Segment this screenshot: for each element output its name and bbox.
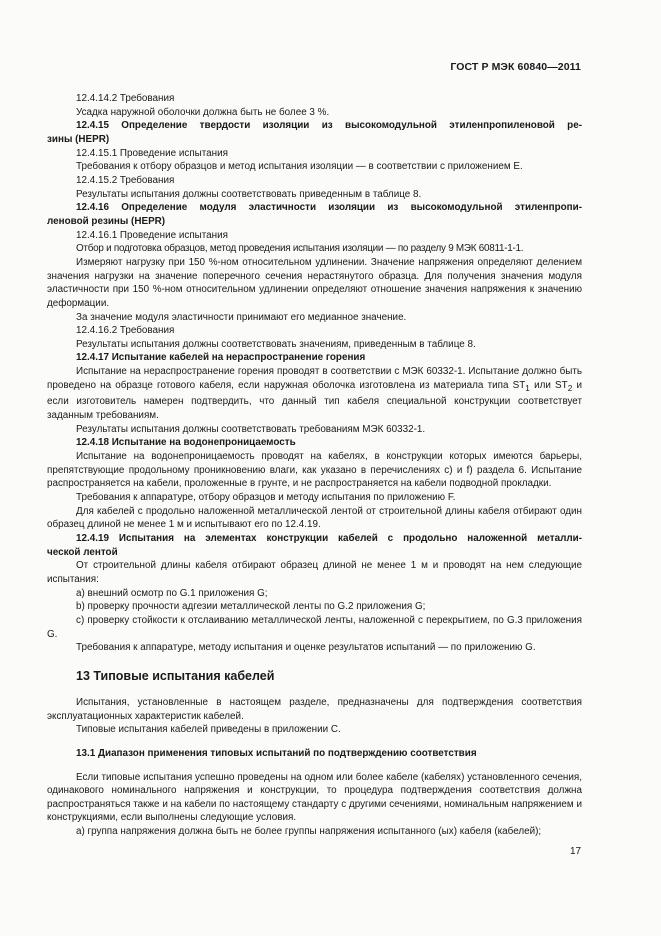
paragraph: Требования к отбору образцов и метод испытания изоляции — в соответствии с приложением Е.	[76, 161, 523, 173]
paragraph: Испытание на водонепроницаемость проводят на кабелях, в конструкции которых имеются барьеры, препятствующие продольному проникновению влаги, как указано в перечислениях с) и f) раздела 6. Испытание распространяется на кабели, проложенные в грунте, и не распространяется на кабели подводной прокладки.	[47, 451, 582, 490]
paragraph: Требования к аппаратуре, методу испытания и оценке результатов испытаний — по приложению G.	[76, 642, 536, 654]
clause-12-4-15-2: 12.4.15.2 Требования	[76, 174, 175, 186]
clause-12-4-16-1: 12.4.16.1 Проведение испытания	[76, 229, 228, 241]
text-fragment: или ST	[529, 379, 568, 391]
list-item: а) группа напряжения должна быть не более группы напряжения испытанного (ых) кабеля (кабелей);	[76, 826, 542, 838]
clause-12-4-15-heading-cont: зины (HEPR)	[47, 133, 110, 145]
subscript: 2	[567, 383, 573, 393]
clause-12-4-15-1: 12.4.15.1 Проведение испытания	[76, 147, 228, 159]
subscript: 1	[525, 383, 530, 393]
paragraph: Требования к аппаратуре, отбору образцов и методу испытания по приложению F.	[76, 492, 456, 503]
paragraph: Усадка наружной оболочки должна быть не более 3 %.	[76, 106, 330, 118]
paragraph: Испытания, установленные в настоящем разделе, предназначены для подтверждения соответствия эксплуатационных характеристик кабелей.	[47, 696, 582, 722]
document-code-header: ГОСТ Р МЭК 60840—2011	[450, 61, 581, 73]
section-13-heading: 13 Типовые испытания кабелей	[76, 668, 275, 683]
paragraph: Если типовые испытания успешно проведены на одном или более кабеле (кабелях) установленного сечения, одинакового номинального напряжения и конструкции, то процедура подтверждения соответствия должна распространяться также и на кабели по настоящему стандарту с другими сечениями, номинальным напряжением и конструкциями, если выполнены следующие условия.	[47, 771, 582, 824]
paragraph: Отбор и подготовка образцов, метод проведения испытания изоляции — по разделу 9 МЭК 60811-1-1.	[76, 243, 524, 255]
clause-12-4-14-2: 12.4.14.2 Требования	[76, 93, 175, 104]
document-body	[47, 92, 582, 839]
clause-12-4-16-heading-cont: леновой резины (HEPR)	[47, 215, 166, 227]
section-13-1-heading: 13.1 Диапазон применения типовых испытаний по подтверждению соответствия	[76, 747, 477, 759]
paragraph: Результаты испытания должны соответствовать приведенным в таблице 8.	[76, 188, 422, 200]
paragraph: Результаты испытания должны соответствовать значениям, приведенным в таблице 8.	[76, 338, 476, 350]
paragraph: Измеряют нагрузку при 150 %-ном относительном удлинении. Значение напряжения определяют делением значения нагрузки на значение поперечного сечения нерастянутого образца. Для получения значения модуля эластичности при 150 %-ном относительном удлинении определяют отношение значения напряжения к значению деформации.	[47, 256, 582, 309]
paragraph: Типовые испытания кабелей приведены в приложении С.	[76, 724, 341, 736]
clause-12-4-19-heading-cont: ческой лентой	[47, 546, 118, 558]
clause-12-4-15-heading: 12.4.15 Определение твердости изоляции из высокомодульной этиленпропиленовой ре-	[76, 120, 582, 132]
text-fragment: и если изготовитель намерен подтвердить, что данный тип кабеля специальной конструкции соответствует заданным требованиям.	[47, 379, 582, 422]
paragraph: За значение модуля эластичности принимают его медианное значение.	[76, 311, 407, 323]
paragraph: Результаты испытания должны соответствовать требованиям МЭК 60332-1.	[76, 423, 426, 435]
list-item: b) проверку прочности адгезии металлической ленты по G.2 приложения G;	[76, 601, 426, 613]
clause-12-4-18-heading: 12.4.18 Испытание на водонепроницаемость	[76, 437, 296, 449]
list-item: с) проверку стойкости к отслаиванию металлической ленты, наложенной с перекрытием, по G.3 приложения G.	[47, 614, 582, 640]
page-number: 17	[570, 846, 582, 857]
clause-12-4-16-2: 12.4.16.2 Требования	[76, 325, 175, 337]
clause-12-4-16-heading: 12.4.16 Определение модуля эластичности изоляции из высокомодульной этиленпропи-	[76, 202, 582, 214]
paragraph: От строительной длины кабеля отбирают образец длиной не менее 1 м и проводят на нем следующие испытания:	[47, 560, 582, 585]
paragraph: Для кабелей с продольно наложенной металлической лентой от строительной длины кабеля отбирают один образец длиной не менее 1 м и испытывают его по 12.4.19.	[47, 505, 582, 531]
clause-12-4-19-heading: 12.4.19 Испытания на элементах конструкции кабелей с продольно наложенной металли-	[76, 532, 582, 544]
clause-12-4-17-heading: 12.4.17 Испытание кабелей на нераспространение горения	[76, 352, 366, 364]
list-item: а) внешний осмотр по G.1 приложения G;	[76, 587, 268, 599]
paragraph	[47, 365, 582, 423]
text-fragment: Испытание на нераспространение горения проводят в соответствии с МЭК 60332-1. Испытание должно быть проведено на образце готового кабеля, если наружная оболочка изготовлена из материала типа ST	[47, 366, 582, 391]
